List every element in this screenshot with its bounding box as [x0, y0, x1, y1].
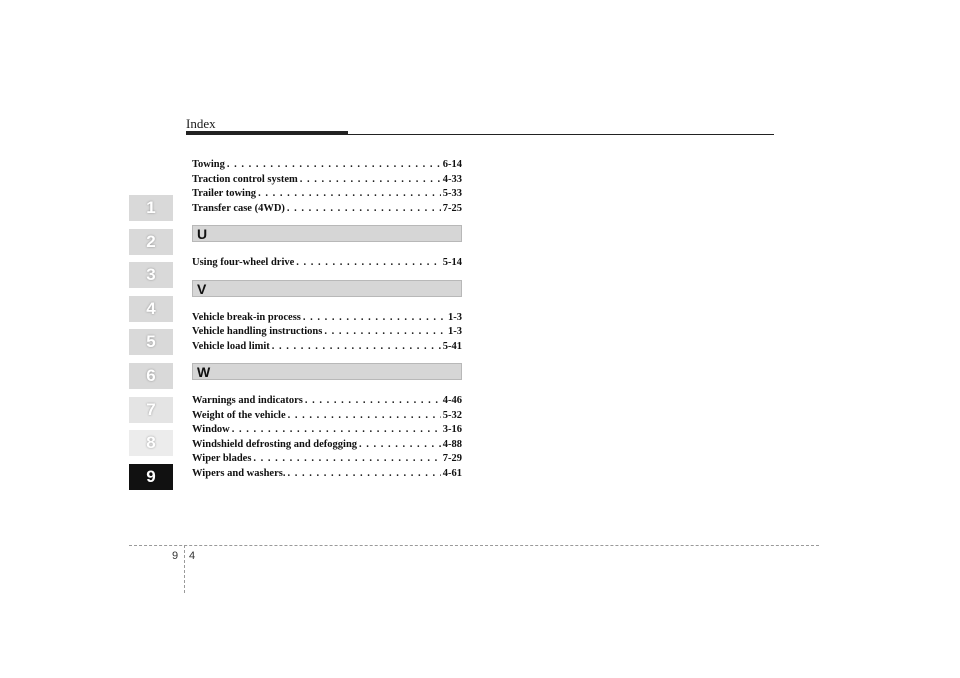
- index-entry[interactable]: [192, 311, 462, 326]
- index-entry[interactable]: [192, 467, 462, 482]
- chapter-tab-7[interactable]: 7: [129, 397, 173, 423]
- footer-chapter-number: 9: [172, 550, 179, 562]
- index-entry-label: Windshield defrosting and defogging: [192, 438, 358, 450]
- dot-leader: [232, 423, 441, 438]
- dot-leader: [300, 173, 441, 188]
- index-entry-label: Traction control system: [192, 173, 298, 185]
- dot-leader: [227, 158, 441, 173]
- index-entry-page: 6-14: [442, 159, 462, 170]
- chapter-tab-4[interactable]: 4: [129, 296, 173, 322]
- index-entry-label: Vehicle handling instructions: [192, 326, 323, 337]
- dot-leader: [288, 409, 441, 424]
- index-entry-label: Weight of the vehicle: [192, 409, 286, 421]
- dot-leader: [296, 256, 440, 271]
- index-entry-page: 5-41: [442, 340, 462, 352]
- index-entry-page: 7-29: [442, 453, 462, 464]
- index-entry-page: 1-3: [448, 326, 462, 337]
- index-entry[interactable]: [192, 409, 462, 424]
- chapter-tabs: [129, 195, 173, 497]
- header-rule-accent: [186, 131, 348, 135]
- index-entry[interactable]: [192, 340, 462, 355]
- dot-leader: [305, 394, 441, 409]
- dot-leader: [258, 187, 441, 202]
- footer-page-number: 4: [189, 550, 196, 562]
- index-entry-page: 5-32: [442, 409, 462, 421]
- index-entry[interactable]: [192, 173, 462, 188]
- index-entry-label: Wiper blades: [192, 453, 252, 464]
- index-entry-label: Transfer case (4WD): [192, 202, 285, 214]
- dot-leader: [303, 311, 446, 326]
- index-entry-page: 5-14: [442, 257, 462, 268]
- dot-leader: [287, 467, 440, 482]
- section-letter-v: V: [192, 280, 462, 297]
- index-entry-page: 4-61: [442, 467, 462, 479]
- index-entry-label: Trailer towing: [192, 188, 257, 199]
- index-entry-label: Wipers and washers.: [192, 467, 286, 479]
- index-entry-page: 7-25: [442, 202, 462, 214]
- index-entry-page: 4-88: [442, 438, 462, 450]
- index-entry[interactable]: [192, 325, 462, 340]
- index-entry-page: 3-16: [442, 424, 462, 435]
- page-title: Index: [186, 116, 216, 131]
- index-entry-label: Vehicle break-in process: [192, 311, 301, 323]
- chapter-tab-5[interactable]: 5: [129, 329, 173, 355]
- dot-leader: [324, 325, 446, 340]
- index-entry-label: Window: [192, 424, 230, 435]
- index-entry-page: 4-33: [442, 173, 462, 185]
- chapter-tab-1[interactable]: 1: [129, 195, 173, 221]
- index-entry[interactable]: [192, 187, 462, 202]
- section-letter-w: W: [192, 363, 462, 380]
- index-entry[interactable]: [192, 438, 462, 453]
- chapter-tab-6[interactable]: 6: [129, 363, 173, 389]
- dot-leader: [272, 340, 441, 355]
- index-entry-label: Using four-wheel drive: [192, 257, 295, 268]
- section-letter-u: U: [192, 225, 462, 242]
- dot-leader: [287, 202, 441, 217]
- chapter-tab-2[interactable]: 2: [129, 229, 173, 255]
- index-entry[interactable]: [192, 256, 462, 271]
- index-entry-label: Warnings and indicators: [192, 395, 303, 406]
- footer-rule: [129, 545, 819, 546]
- index-entry-page: 4-46: [442, 395, 462, 406]
- index-entry-page: 5-33: [442, 188, 462, 199]
- chapter-tab-9[interactable]: 9: [129, 464, 173, 490]
- chapter-tab-3[interactable]: 3: [129, 262, 173, 288]
- footer-divider: [184, 545, 185, 593]
- index-content: [192, 158, 462, 481]
- dot-leader: [359, 438, 441, 453]
- index-entry[interactable]: [192, 202, 462, 217]
- dot-leader: [253, 452, 440, 467]
- index-entry[interactable]: [192, 394, 462, 409]
- index-entry[interactable]: [192, 423, 462, 438]
- index-entry-label: Vehicle load limit: [192, 340, 270, 352]
- index-entry-page: 1-3: [448, 311, 462, 323]
- index-entry[interactable]: [192, 452, 462, 467]
- index-entry[interactable]: [192, 158, 462, 173]
- index-entry-label: Towing: [192, 159, 225, 170]
- chapter-tab-8[interactable]: 8: [129, 430, 173, 456]
